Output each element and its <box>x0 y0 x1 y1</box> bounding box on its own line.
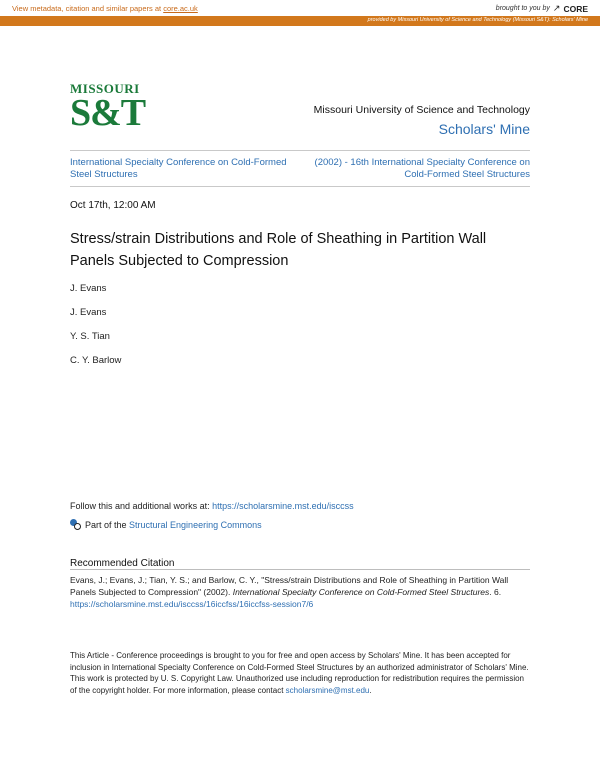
provided-by-strip <box>0 16 600 26</box>
collection-link-left[interactable]: International Specialty Conference on Cold-Formed Steel Structures <box>70 157 287 180</box>
author-list <box>70 283 121 379</box>
core-bar <box>0 0 600 16</box>
recommended-divider <box>70 569 530 570</box>
core-brand[interactable] <box>496 3 588 14</box>
notice-text: This Article - Conference proceedings is brought to you for free and open access by Scholars' Mine. It has been accepted for inclusion in International Specialty Conference on Cold-Formed Steel Structures by an authorized administrator of Scholars' Mine. This work is protected by U. S. Copyright Law. Unauthorized use including reproduction for redistribution requires the permission of the copyright holder. For more information, please contact <box>70 651 529 695</box>
citation-text <box>70 574 530 610</box>
follow-text: Follow this and additional works at: <box>70 501 213 511</box>
logo-st-text: S&T <box>70 92 146 134</box>
author-item: J. Evans <box>70 307 107 318</box>
notice-end: . <box>369 685 372 695</box>
logo-missouri-text: MISSOURI <box>70 81 140 96</box>
part-of-line <box>70 519 262 530</box>
repository-link[interactable]: Scholars' Mine <box>438 121 530 137</box>
divider-top <box>70 150 530 151</box>
institution-name: Missouri University of Science and Technology <box>313 104 530 116</box>
author-item: J. Evans <box>70 283 107 294</box>
author-item: Y. S. Tian <box>70 331 110 342</box>
part-of-text: Part of the <box>85 519 130 530</box>
citation-tail: . 6. <box>489 587 502 597</box>
structural-engineering-commons-link[interactable]: Structural Engineering Commons <box>129 519 262 530</box>
missouri-st-logo <box>70 81 146 134</box>
divider-bottom <box>70 186 530 187</box>
citation-plain: Evans, J.; Evans, J.; Tian, Y. S.; and Barlow, C. Y., "Stress/strain Distributions and Role of Sheathing in Partition Wall Panels Subjected to Compression" (2002). <box>70 575 509 597</box>
core-metadata-link[interactable] <box>12 4 198 13</box>
core-logo-icon: ↗ <box>552 3 561 13</box>
brought-by-text: brought to you by <box>495 5 550 12</box>
core-logo-text: CORE <box>563 3 588 14</box>
paper-title: Stress/strain Distributions and Role of Sheathing in Partition Wall Panels Subjected to Compression <box>70 231 487 269</box>
contact-email-link[interactable]: scholarsmine@mst.edu <box>285 685 370 695</box>
author-item: C. Y. Barlow <box>70 355 122 366</box>
core-metadata-text: View metadata, citation and similar papers at <box>12 4 164 13</box>
follow-url-link[interactable]: https://scholarsmine.mst.edu/isccss <box>212 501 354 511</box>
copyright-notice <box>70 650 530 696</box>
collection-link-right[interactable]: (2002) - 16th International Specialty Conference on Cold-Formed Steel Structures <box>314 157 530 180</box>
follow-line <box>70 501 354 511</box>
commons-icon <box>70 519 81 530</box>
core-ac-uk-link[interactable]: core.ac.uk <box>163 4 198 13</box>
recommended-citation-heading: Recommended Citation <box>70 558 175 569</box>
citation-journal: International Specialty Conference on Cold-Formed Steel Structures <box>232 587 490 597</box>
event-date: Oct 17th, 12:00 AM <box>70 200 156 211</box>
provided-by-text: provided by Missouri University of Science and Technology (Missouri S&T): Scholars' Mine <box>367 17 588 23</box>
citation-url-link[interactable]: https://scholarsmine.mst.edu/isccss/16iccfss/16iccfss-session7/6 <box>70 599 314 609</box>
